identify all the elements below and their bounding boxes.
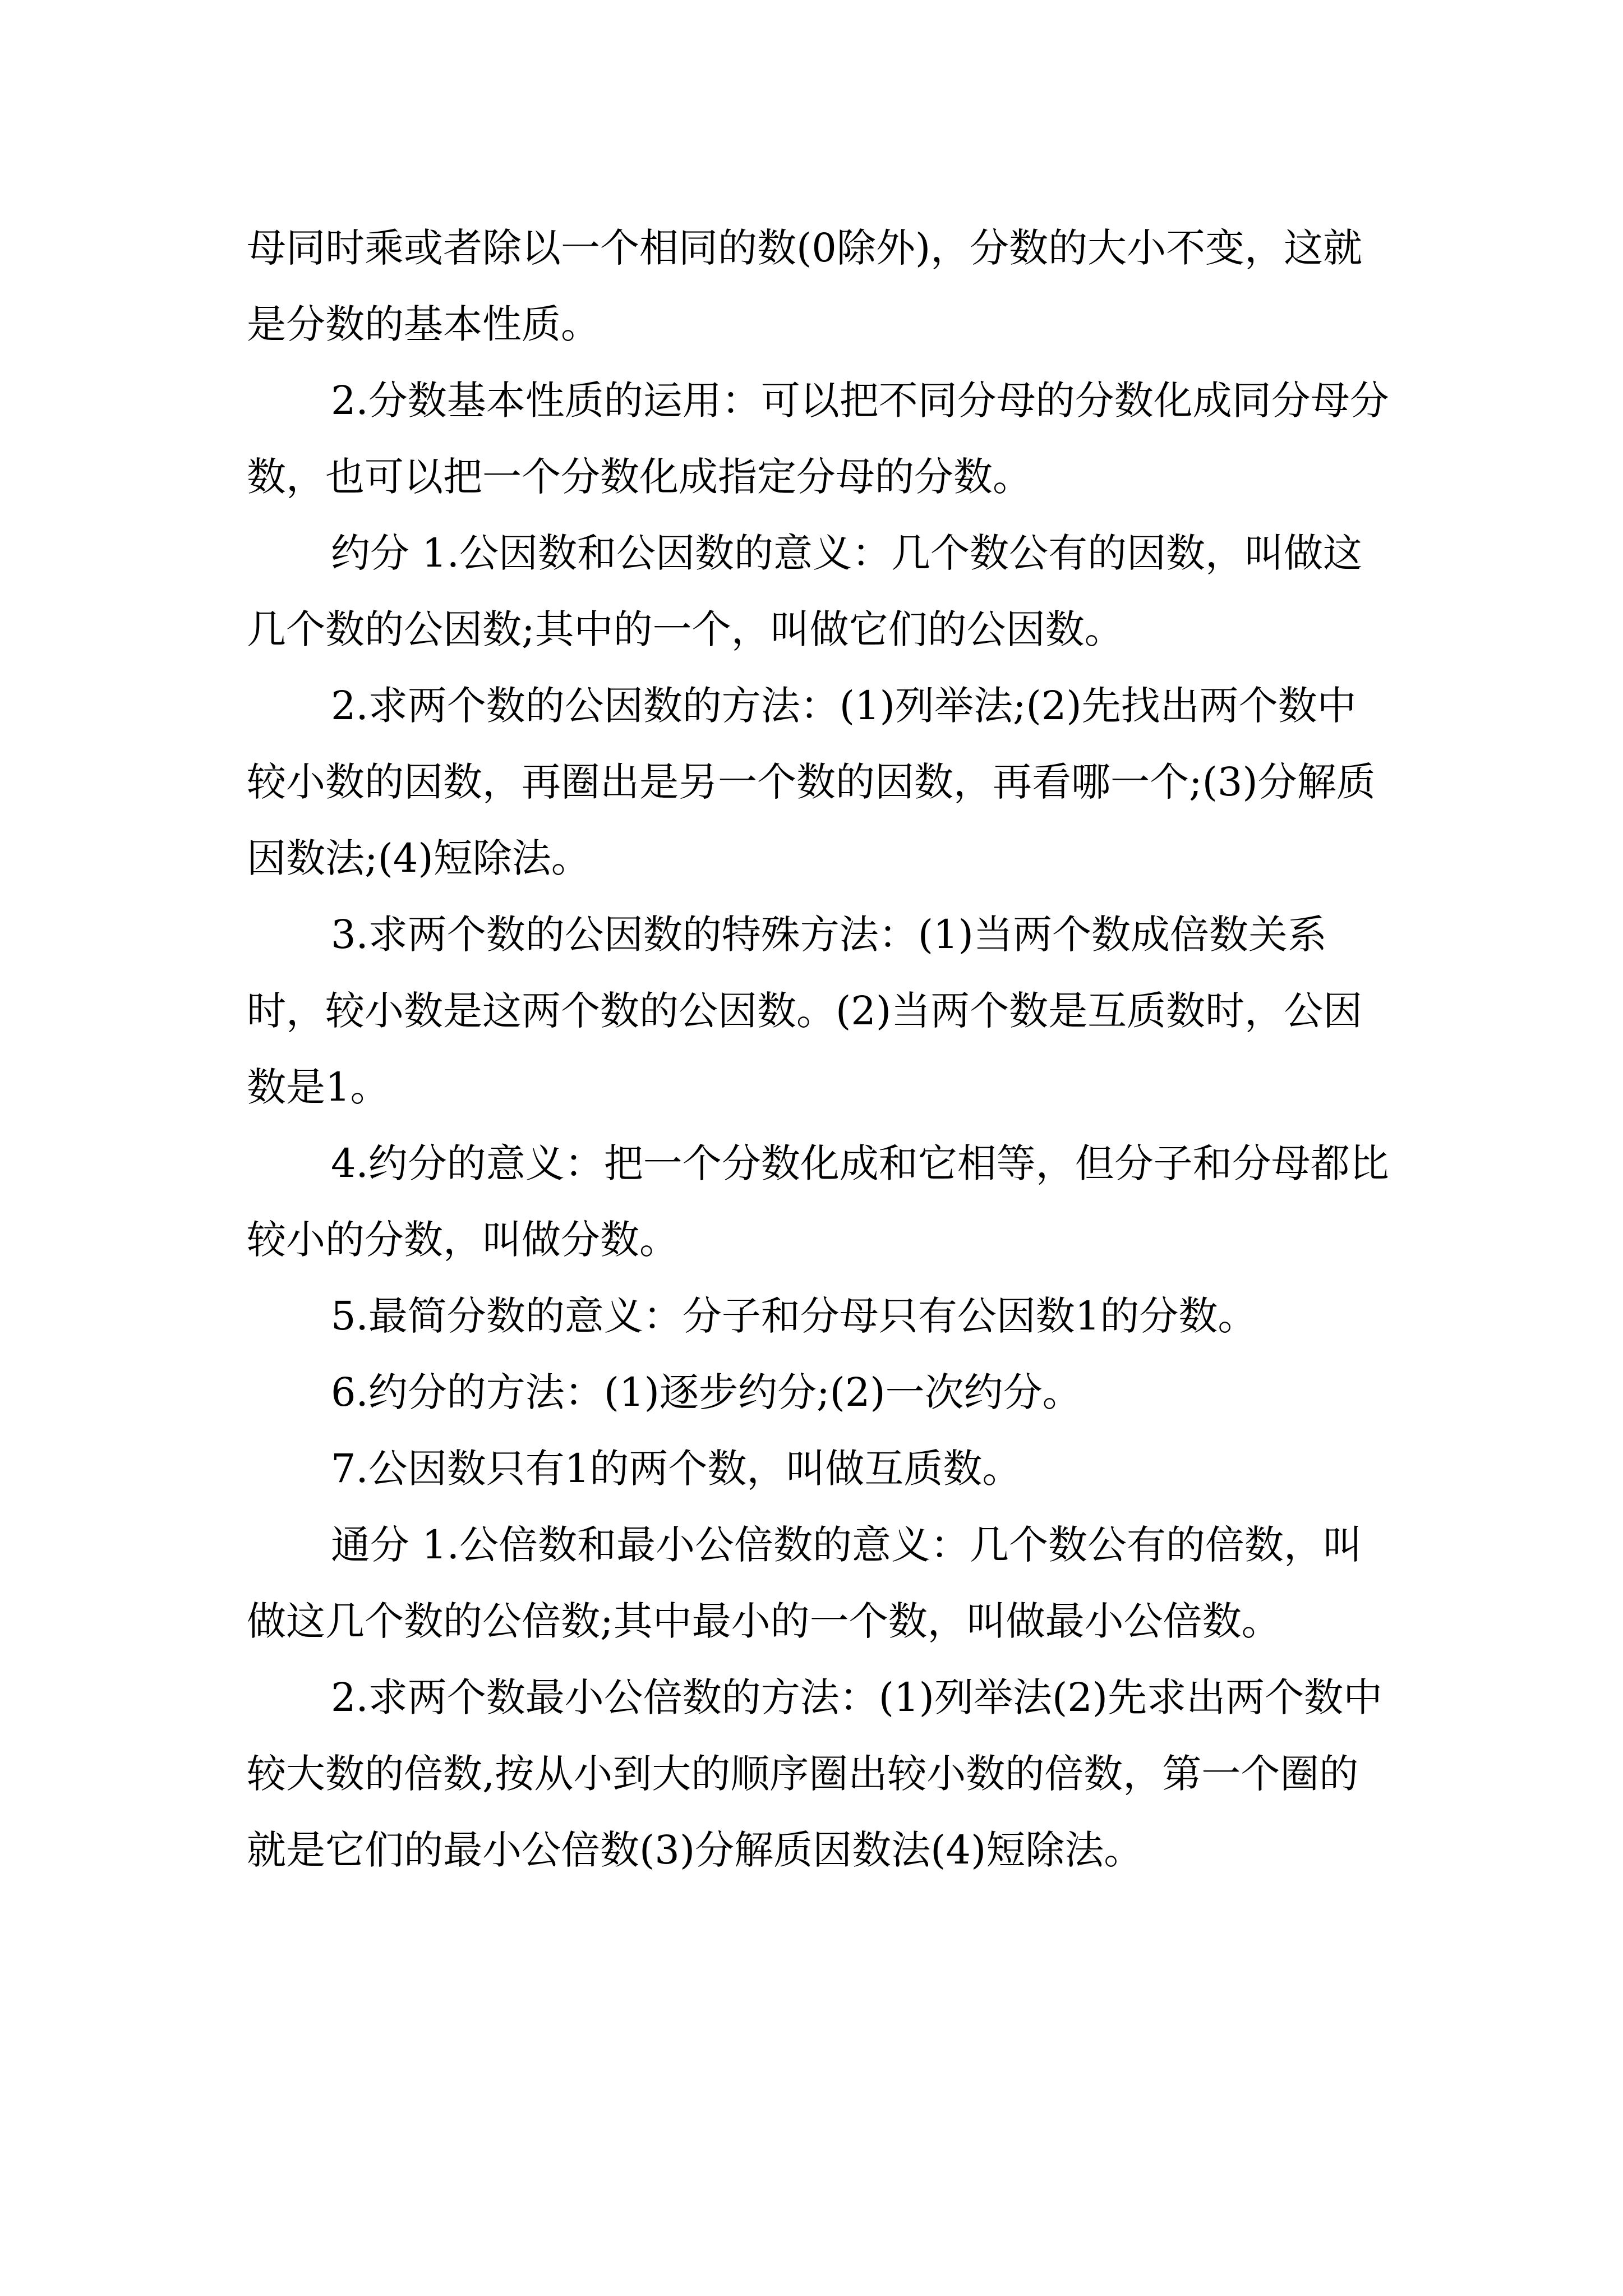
paragraph: 2.分数基本性质的运用：可以把不同分母的分数化成同分母分数，也可以把一个分数化成指定分母的分数。 (247, 378, 1389, 500)
paragraph: 2.求两个数的公因数的方法：(1)列举法;(2)先找出两个数中较小数的因数，再圈出是另一个数的因数，再看哪一个;(3)分解质因数法;(4)短除法。 (247, 683, 1376, 881)
paragraph-continuation: 母同时乘或者除以一个相同的数(0除外)，分数的大小不变，这就是分数的基本性质。 (247, 225, 1363, 347)
document-body (247, 210, 1391, 1888)
paragraph: 4.约分的意义：把一个分数化成和它相等，但分子和分母都比较小的分数，叫做分数。 (247, 1140, 1389, 1263)
paragraph: 5.最简分数的意义：分子和分母只有公因数1的分数。 (331, 1293, 1257, 1339)
paragraph: 2.求两个数最小公倍数的方法：(1)列举法(2)先求出两个数中较大数的倍数,按从小到大的顺序圈出较小数的倍数，第一个圈的就是它们的最小公倍数(3)分解质因数法(4)短除法。 (247, 1674, 1383, 1873)
paragraph: 通分 1.公倍数和最小公倍数的意义：几个数公有的倍数，叫做这几个数的公倍数;其中最小的一个数，叫做最小公倍数。 (247, 1522, 1363, 1644)
paragraph: 3.求两个数的公因数的特殊方法：(1)当两个数成倍数关系时，较小数是这两个数的公因数。(2)当两个数是互质数时，公因数是1。 (247, 912, 1363, 1110)
paragraph: 约分 1.公因数和公因数的意义：几个数公有的因数，叫做这几个数的公因数;其中的一个，叫做它们的公因数。 (247, 530, 1363, 652)
paragraph: 6.约分的方法：(1)逐步约分;(2)一次约分。 (331, 1369, 1082, 1415)
paragraph: 7.公因数只有1的两个数，叫做互质数。 (331, 1446, 1022, 1492)
